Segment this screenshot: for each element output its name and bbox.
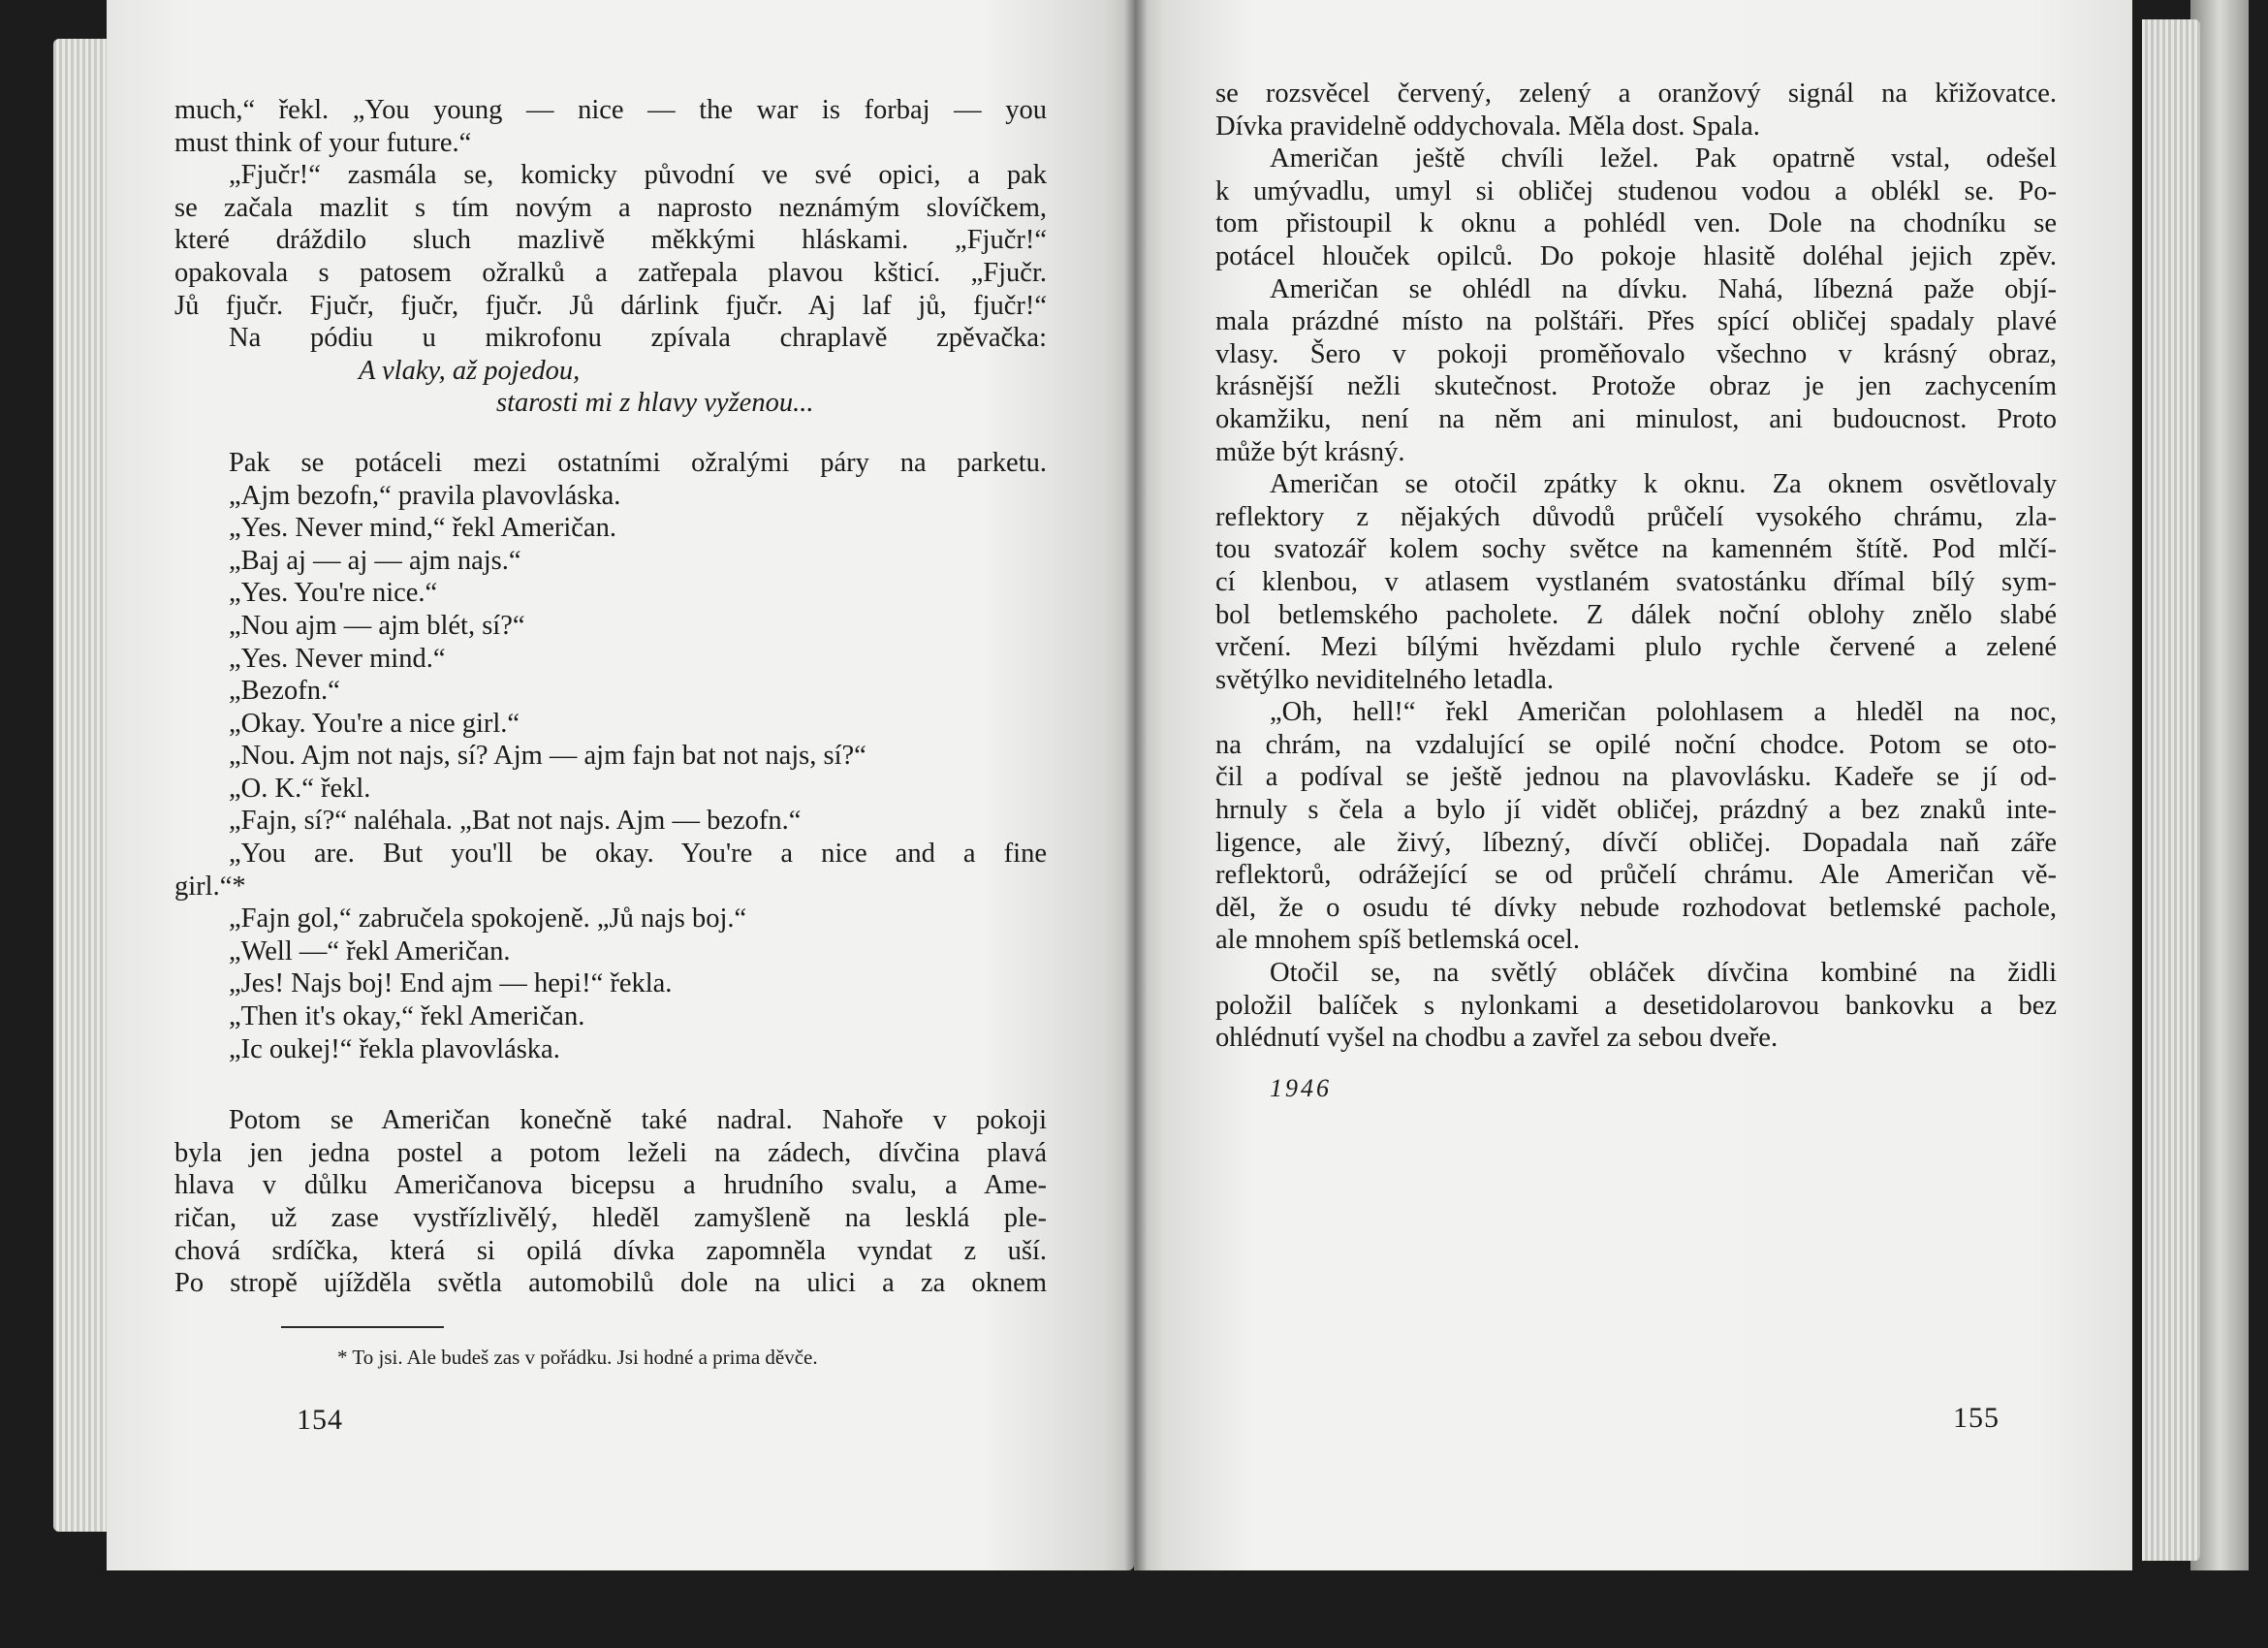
- footnote: * To jsi. Ale budeš zas v pořádku. Jsi hodné a prima děvče.: [337, 1346, 818, 1369]
- text-line: „Fjučr!“ zasmála se, komicky původní ve své opici, a pak: [229, 160, 1047, 191]
- text-line: much,“ řekl. „You young — nice — the war is forbaj — you: [174, 95, 1047, 125]
- dialogue-line: „Ajm bezofn,“ pravila plavovláska.: [229, 480, 621, 511]
- dialogue-line: „Okay. You're a nice girl.“: [229, 708, 520, 739]
- text-line: světýlko neviditelného letadla.: [1215, 664, 1555, 695]
- text-line: Američan se otočil zpátky k oknu. Za oknem osvětlovaly: [1270, 469, 2057, 500]
- page-edges-right: [2142, 19, 2200, 1561]
- text-line: které dráždilo sluch mazlivě měkkými hláskami. „Fjučr!“: [174, 225, 1047, 256]
- text-line: byla jen jedna postel a potom leželi na zádech, dívčina plavá: [174, 1137, 1047, 1168]
- footnote-rule: [281, 1326, 444, 1328]
- text-line: se rozsvěcel červený, zelený a oranžový signál na křižovatce.: [1215, 79, 2057, 109]
- text-line: může být krásný.: [1215, 436, 1405, 467]
- dialogue-line: „Jes! Najs boj! End ajm — hepi!“ řekla.: [229, 968, 673, 999]
- text-line: okamžiku, není na něm ani minulost, ani budoucnost. Proto: [1215, 403, 2057, 434]
- text-line: mala prázdné místo na polštáři. Přes spící obličej spadaly plavé: [1215, 306, 2057, 337]
- text-line: Otočil se, na světlý obláček dívčina kombiné na židli: [1270, 958, 2057, 989]
- text-line: Američan se ohlédl na dívku. Nahá, líbezná paže objí-: [1270, 273, 2057, 304]
- text-line: Jů fjučr. Fjučr, fjučr, fjučr. Jů dárlink fjučr. Aj laf jů, fjučr!“: [174, 290, 1047, 321]
- text-line: must think of your future.“: [174, 127, 472, 158]
- verse-line: A vlaky, až pojedou,: [359, 355, 581, 386]
- text-line: tou svatozář kolem sochy světce na kamenném štítě. Pod mlčí-: [1215, 534, 2057, 565]
- dialogue-line: „You are. But you'll be okay. You're a nice and a fine: [229, 839, 1047, 870]
- text-line: se začala mazlit s tím novým a naprosto neznámým slovíčkem,: [174, 192, 1047, 223]
- text-line: reflektorů, odrážející se od průčelí chrámu. Ale Američan vě-: [1215, 860, 2057, 891]
- text-line: vrčení. Mezi bílými hvězdami plulo rychle červené a zelené: [1215, 632, 2057, 663]
- text-line: k umývadlu, umyl si obličej studenou vodou a oblékl se. Po-: [1215, 175, 2057, 206]
- text-line: Po stropě ujížděla světla automobilů dole na ulici a za oknem: [174, 1268, 1047, 1299]
- dialogue-line: „Baj aj — aj — ajm najs.“: [229, 545, 521, 576]
- dialogue-line: girl.“*: [174, 871, 246, 902]
- text-line: cí klenbou, v atlasem vystlaném svatostánku dřímal bílý sym-: [1215, 566, 2057, 597]
- dialogue-line: „Ic oukej!“ řekla plavovláska.: [229, 1033, 560, 1064]
- verse-line: starosti mi z hlavy vyženou...: [496, 388, 814, 419]
- text-line: položil balíček s nylonkami a desetidolarovou bankovku a bez: [1215, 990, 2057, 1021]
- text-line: ale mnohem spíš betlemská ocel.: [1215, 925, 1580, 956]
- dialogue-line: „O. K.“ řekl.: [229, 773, 371, 804]
- text-line: „Oh, hell!“ řekl Američan polohlasem a hleděl na noc,: [1270, 697, 2057, 728]
- text-line: vlasy. Šero v pokoji proměňovalo všechno v krásný obraz,: [1215, 338, 2057, 369]
- dialogue-line: „Fajn gol,“ zabručela spokojeně. „Jů najs boj.“: [229, 903, 747, 935]
- dialogue-line: „Bezofn.“: [229, 676, 340, 707]
- dialogue-line: „Then it's okay,“ řekl Američan.: [229, 1001, 585, 1032]
- dateline: 1946: [1270, 1074, 1332, 1102]
- text-line: opakovala s patosem ožralků a zatřepala plavou kšticí. „Fjučr.: [174, 257, 1047, 288]
- text-line: děl, že o osudu té dívky nebude rozhodovat betlemské pachole,: [1215, 892, 2057, 923]
- text-line: Američan ještě chvíli ležel. Pak opatrně vstal, odešel: [1270, 143, 2057, 174]
- text-line: ričan, už zase vystřízlivělý, hleděl zamyšleně na lesklá ple-: [174, 1203, 1047, 1233]
- text-line: hrnuly s čela a bylo jí vidět obličej, prázdný a bez znaků inte-: [1215, 795, 2057, 826]
- dialogue-line: „Yes. Never mind,“ řekl Američan.: [229, 513, 616, 544]
- text-line: čil a podíval se ještě jednou na plavovlásku. Kadeře se jí od-: [1215, 762, 2057, 793]
- left-page-text: [174, 94, 1047, 1300]
- text-line: bol betlemského pacholete. Z dálek noční oblohy znělo slabé: [1215, 599, 2057, 630]
- page-number-left: 154: [297, 1404, 343, 1436]
- dialogue-line: „Yes. You're nice.“: [229, 578, 438, 609]
- text-line: reflektory z nějakých důvodů průčelí vysokého chrámu, zla-: [1215, 501, 2057, 532]
- text-line: krásnější nežli skutečnost. Protože obraz je jen zachycením: [1215, 371, 2057, 402]
- right-page-text: [1215, 78, 2057, 1055]
- text-line: tom přistoupil k oknu a pohlédl ven. Dole na chodníku se: [1215, 208, 2057, 239]
- text-line: na chrám, na vzdalující se opilé noční chodce. Potom se oto-: [1215, 729, 2057, 760]
- dialogue-line: „Nou ajm — ajm blét, sí?“: [229, 610, 525, 641]
- book-spine: [1124, 0, 1148, 1570]
- dialogue-line: „Yes. Never mind.“: [229, 643, 446, 674]
- text-line: Dívka pravidelně oddychovala. Měla dost. Spala.: [1215, 111, 1760, 142]
- text-line: Na pódiu u mikrofonu zpívala chraplavě zpěvačka:: [229, 323, 1047, 354]
- text-line: Pak se potáceli mezi ostatními ožralými páry na parketu.: [229, 447, 1047, 478]
- text-line: hlava v důlku Američanova bicepsu a hrudního svalu, a Ame-: [174, 1170, 1047, 1201]
- text-line: chová srdíčka, která si opilá dívka zapomněla vyndat z uší.: [174, 1235, 1047, 1266]
- text-line: ligence, ale živý, líbezný, dívčí obličej. Dopadala naň záře: [1215, 827, 2057, 858]
- text-line: potácel hlouček opilců. Do pokoje hlasitě doléhal jejich zpěv.: [1215, 240, 2057, 271]
- dialogue-line: „Nou. Ajm not najs, sí? Ajm — ajm fajn bat not najs, sí?“: [229, 741, 866, 772]
- dialogue-line: „Fajn, sí?“ naléhala. „Bat not najs. Ajm — bezofn.“: [229, 806, 802, 837]
- dialogue-line: „Well —“ řekl Američan.: [229, 935, 511, 967]
- page-number-right: 155: [1953, 1402, 2000, 1434]
- text-line: ohlédnutí vyšel na chodbu a zavřel za sebou dveře.: [1215, 1023, 1779, 1054]
- text-line: Potom se Američan konečně také nadral. Nahoře v pokoji: [229, 1105, 1047, 1136]
